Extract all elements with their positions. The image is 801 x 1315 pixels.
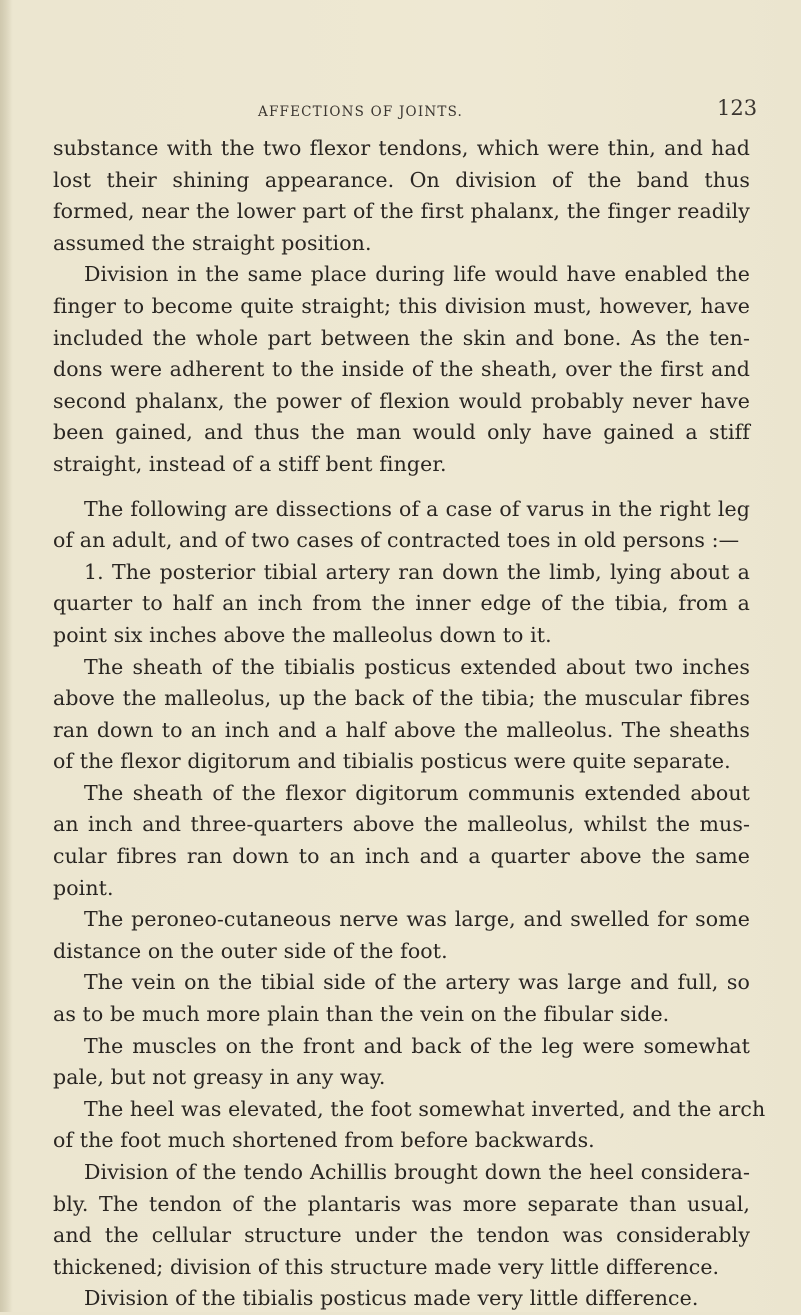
text-line: distance on the outer side of the foot. <box>53 938 448 963</box>
paragraph <box>53 904 750 967</box>
text-line: bly. The tendon of the plantaris was more separate than usual, <box>53 1191 750 1216</box>
text-line: The sheath of the tibialis posticus extended about two inches <box>84 654 750 679</box>
paragraph <box>53 494 750 557</box>
body-text <box>53 133 766 1315</box>
text-line: thickened; division of this structure made very little difference. <box>53 1254 720 1279</box>
text-line: dons were adherent to the inside of the sheath, over the first and <box>53 357 750 382</box>
text-line: The heel was elevated, the foot somewhat inverted, and the arch <box>84 1096 766 1121</box>
text-line: Division of the tendo Achillis brought down the heel considera- <box>84 1160 750 1184</box>
text-line: of the foot much shortened from before backwards. <box>53 1128 595 1153</box>
paragraph <box>53 778 750 904</box>
text-line: Division in the same place during life would have enabled the <box>84 262 750 287</box>
text-line: ran down to an inch and a half above the malleolus. The sheaths <box>53 717 750 742</box>
text-line: lost their shining appearance. On division of the band thus <box>53 167 750 192</box>
running-head: AFFECTIONS OF JOINTS. <box>258 104 464 120</box>
paragraph <box>53 259 750 480</box>
paragraph <box>53 133 750 259</box>
section-gap <box>53 481 750 494</box>
text-line: above the malleolus, up the back of the tibia; the muscular fibres <box>53 686 750 711</box>
text-line: second phalanx, the power of flexion would probably never have <box>53 388 750 413</box>
text-line: included the whole part between the skin and bone. As the ten- <box>53 325 750 350</box>
text-line: quarter to half an inch from the inner edge of the tibia, from a <box>53 591 750 616</box>
text-line: as to be much more plain than the vein on the fibular side. <box>53 1002 670 1027</box>
text-line: finger to become quite straight; this division must, however, have <box>53 293 750 318</box>
paragraph <box>53 557 750 652</box>
text-line: of the flexor digitorum and tibialis posticus were quite separate. <box>53 749 731 774</box>
text-line: pale, but not greasy in any way. <box>53 1065 386 1090</box>
text-line: 1. The posterior tibial artery ran down the limb, lying about a <box>84 559 750 584</box>
page-number: 123 <box>717 96 758 120</box>
text-line: assumed the straight position. <box>53 230 372 255</box>
text-line: cular fibres ran down to an inch and a quarter above the same <box>53 844 750 869</box>
text-line: straight, instead of a stiff bent finger. <box>53 451 447 476</box>
text-line: of an adult, and of two cases of contracted toes in old persons :— <box>53 528 740 553</box>
paragraph <box>53 1157 750 1283</box>
text-line: The sheath of the flexor digitorum communis extended about <box>84 780 750 805</box>
text-line: point. <box>53 875 114 900</box>
paragraph <box>53 967 750 1030</box>
paragraph <box>53 652 750 778</box>
paragraph <box>53 1283 750 1315</box>
text-line: The following are dissections of a case of varus in the right leg <box>84 496 750 521</box>
text-line: formed, near the lower part of the first phalanx, the finger readily <box>53 199 750 224</box>
text-line: substance with the two flexor tendons, which were thin, and had <box>53 136 750 160</box>
text-line: been gained, and thus the man would only have gained a stiff <box>53 420 750 445</box>
text-line: The peroneo-cutaneous nerve was large, and swelled for some <box>84 907 750 932</box>
text-line: The vein on the tibial side of the artery was large and full, so <box>84 970 750 995</box>
text-line: point six inches above the malleolus down to it. <box>53 622 552 647</box>
page-gutter-shadow <box>0 0 12 1312</box>
text-line: and the cellular structure under the tendon was considerably <box>53 1223 750 1248</box>
paragraph <box>53 1031 750 1094</box>
text-line: an inch and three-quarters above the malleolus, whilst the mus- <box>53 812 750 837</box>
text-line: Division of the tibialis posticus made very little difference. <box>84 1286 699 1311</box>
page-header <box>0 94 801 124</box>
paragraph <box>53 1094 766 1157</box>
text-line: The muscles on the front and back of the leg were somewhat <box>84 1033 750 1058</box>
